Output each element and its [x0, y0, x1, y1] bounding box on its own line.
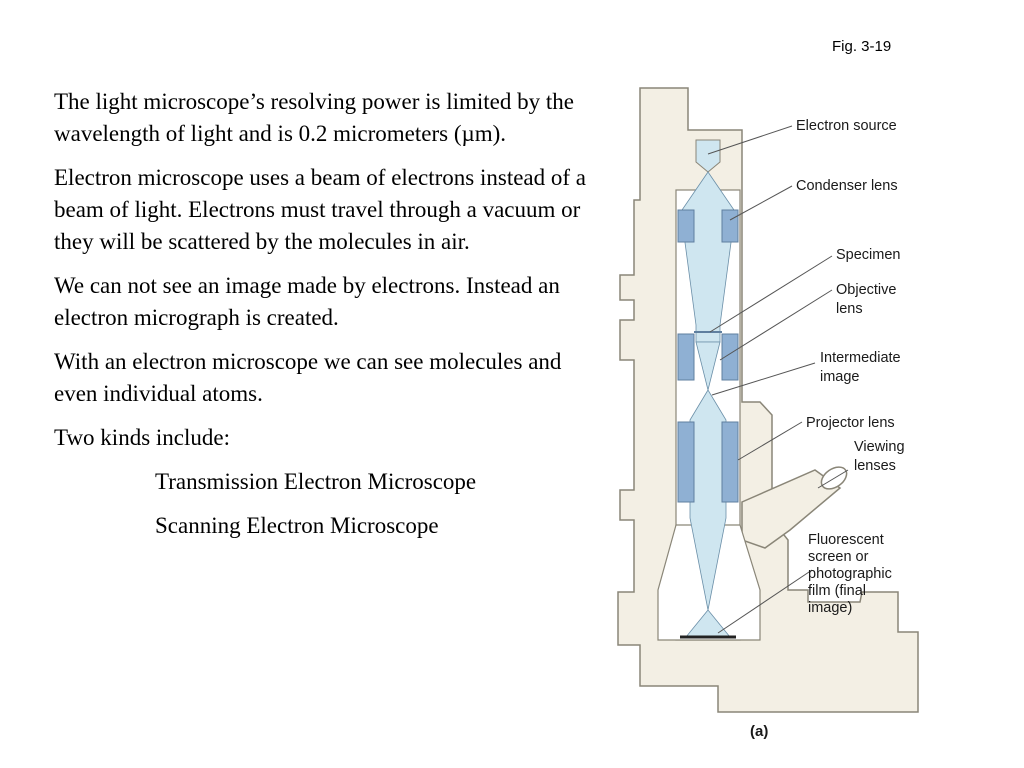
label-electron-source: Electron source: [796, 118, 897, 134]
label-fluorescent-line4: film (final: [808, 583, 867, 599]
label-objective-line1: Objective: [836, 282, 897, 298]
projector-lens-right: [722, 422, 738, 502]
paragraph-micrograph: We can not see an image made by electrons. Instead an electron micrograph is created.: [54, 273, 560, 330]
kind-transmission: Transmission Electron Microscope: [155, 469, 477, 494]
sublabel-a: (a): [750, 723, 769, 740]
label-projector-lens: Projector lens: [806, 415, 895, 431]
label-intermediate-line1: Intermediate: [820, 350, 901, 366]
label-condenser-lens: Condenser lens: [796, 178, 898, 194]
paragraph-two-kinds: Two kinds include:: [54, 425, 230, 450]
kind-scanning: Scanning Electron Microscope: [155, 513, 439, 538]
condenser-lens-right: [722, 210, 738, 242]
label-fluorescent-line2: screen or: [808, 549, 869, 565]
paragraph-atoms: With an electron microscope we can see molecules and even individual atoms.: [54, 349, 562, 406]
label-viewing-line2: lenses: [854, 458, 896, 474]
label-fluorescent-line5: image): [808, 600, 853, 616]
objective-lens-left: [678, 334, 694, 380]
label-viewing-line1: Viewing: [854, 439, 905, 455]
label-fluorescent-line1: Fluorescent: [808, 532, 884, 548]
label-fluorescent-line3: photographic: [808, 566, 892, 582]
figure-number: Fig. 3-19: [832, 38, 892, 55]
paragraph-resolving-power: The light microscope’s resolving power is limited by the wavelength of light and is 0.2 micrometers (µm).: [54, 89, 574, 146]
paragraph-electron-beam: Electron microscope uses a beam of electrons instead of a beam of light. Electrons must travel through a vacuum or they will be scattered by the molecules in air.: [54, 165, 586, 254]
label-specimen: Specimen: [836, 247, 901, 263]
electron-microscope-diagram: [600, 70, 1010, 750]
body-text: [54, 86, 594, 554]
projector-lens-left: [678, 422, 694, 502]
label-intermediate-line2: image: [820, 369, 860, 385]
condenser-lens-left: [678, 210, 694, 242]
label-objective-line2: lens: [836, 301, 863, 317]
